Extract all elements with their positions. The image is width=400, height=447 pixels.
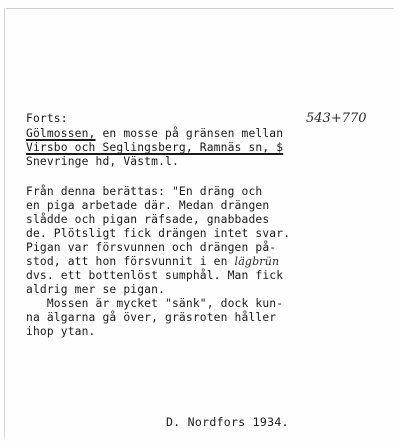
story-line-6 (26, 255, 279, 268)
story-line-8: aldrig mer se pigan. (26, 283, 166, 296)
story-line-10: na älgarna gå över, gräsroten håller (26, 311, 277, 324)
story-line-11: ihop ytan. (26, 325, 96, 338)
story-line-3: slådde och pigan räfsade, gnabbades (26, 213, 270, 226)
story-line-7: dvs. ett bottenlöst sumphål. Man fick (26, 269, 284, 282)
entry-line-1-text: en mosse på gränsen mellan (95, 127, 284, 140)
entry-line-2-text: Virsbo och Seglingsberg, Ramnäs sn, $ (26, 141, 284, 154)
handwritten-insert: lägbrün (234, 255, 280, 268)
place-name: Gölmossen, (26, 127, 96, 140)
story-line-1: Från denna berättas: "En dräng och (26, 185, 263, 198)
header-label: Forts: (26, 112, 68, 125)
story-line-4: de. Plötsligt fick drängen intet svar. (26, 227, 291, 240)
card-border-left (4, 8, 5, 439)
handwritten-number: 543+770 (306, 111, 367, 126)
story-line-9: Mossen är mycket "sänk", dock kun- (26, 297, 284, 310)
story-line-2: en piga arbetade där. Medan drängen (26, 199, 270, 212)
story-line-6-text: stod, att hon försvunnit i en (26, 255, 235, 268)
story-line-5: Pigan var försvunnen och drängen på- (26, 241, 277, 254)
entry-line-1 (26, 127, 283, 140)
entry-line-2 (26, 141, 283, 154)
entry-line-3: Snevringe hd, Västm.l. (26, 155, 179, 168)
signature: D. Nordfors 1934. (166, 415, 289, 429)
card-border-top (6, 8, 394, 9)
